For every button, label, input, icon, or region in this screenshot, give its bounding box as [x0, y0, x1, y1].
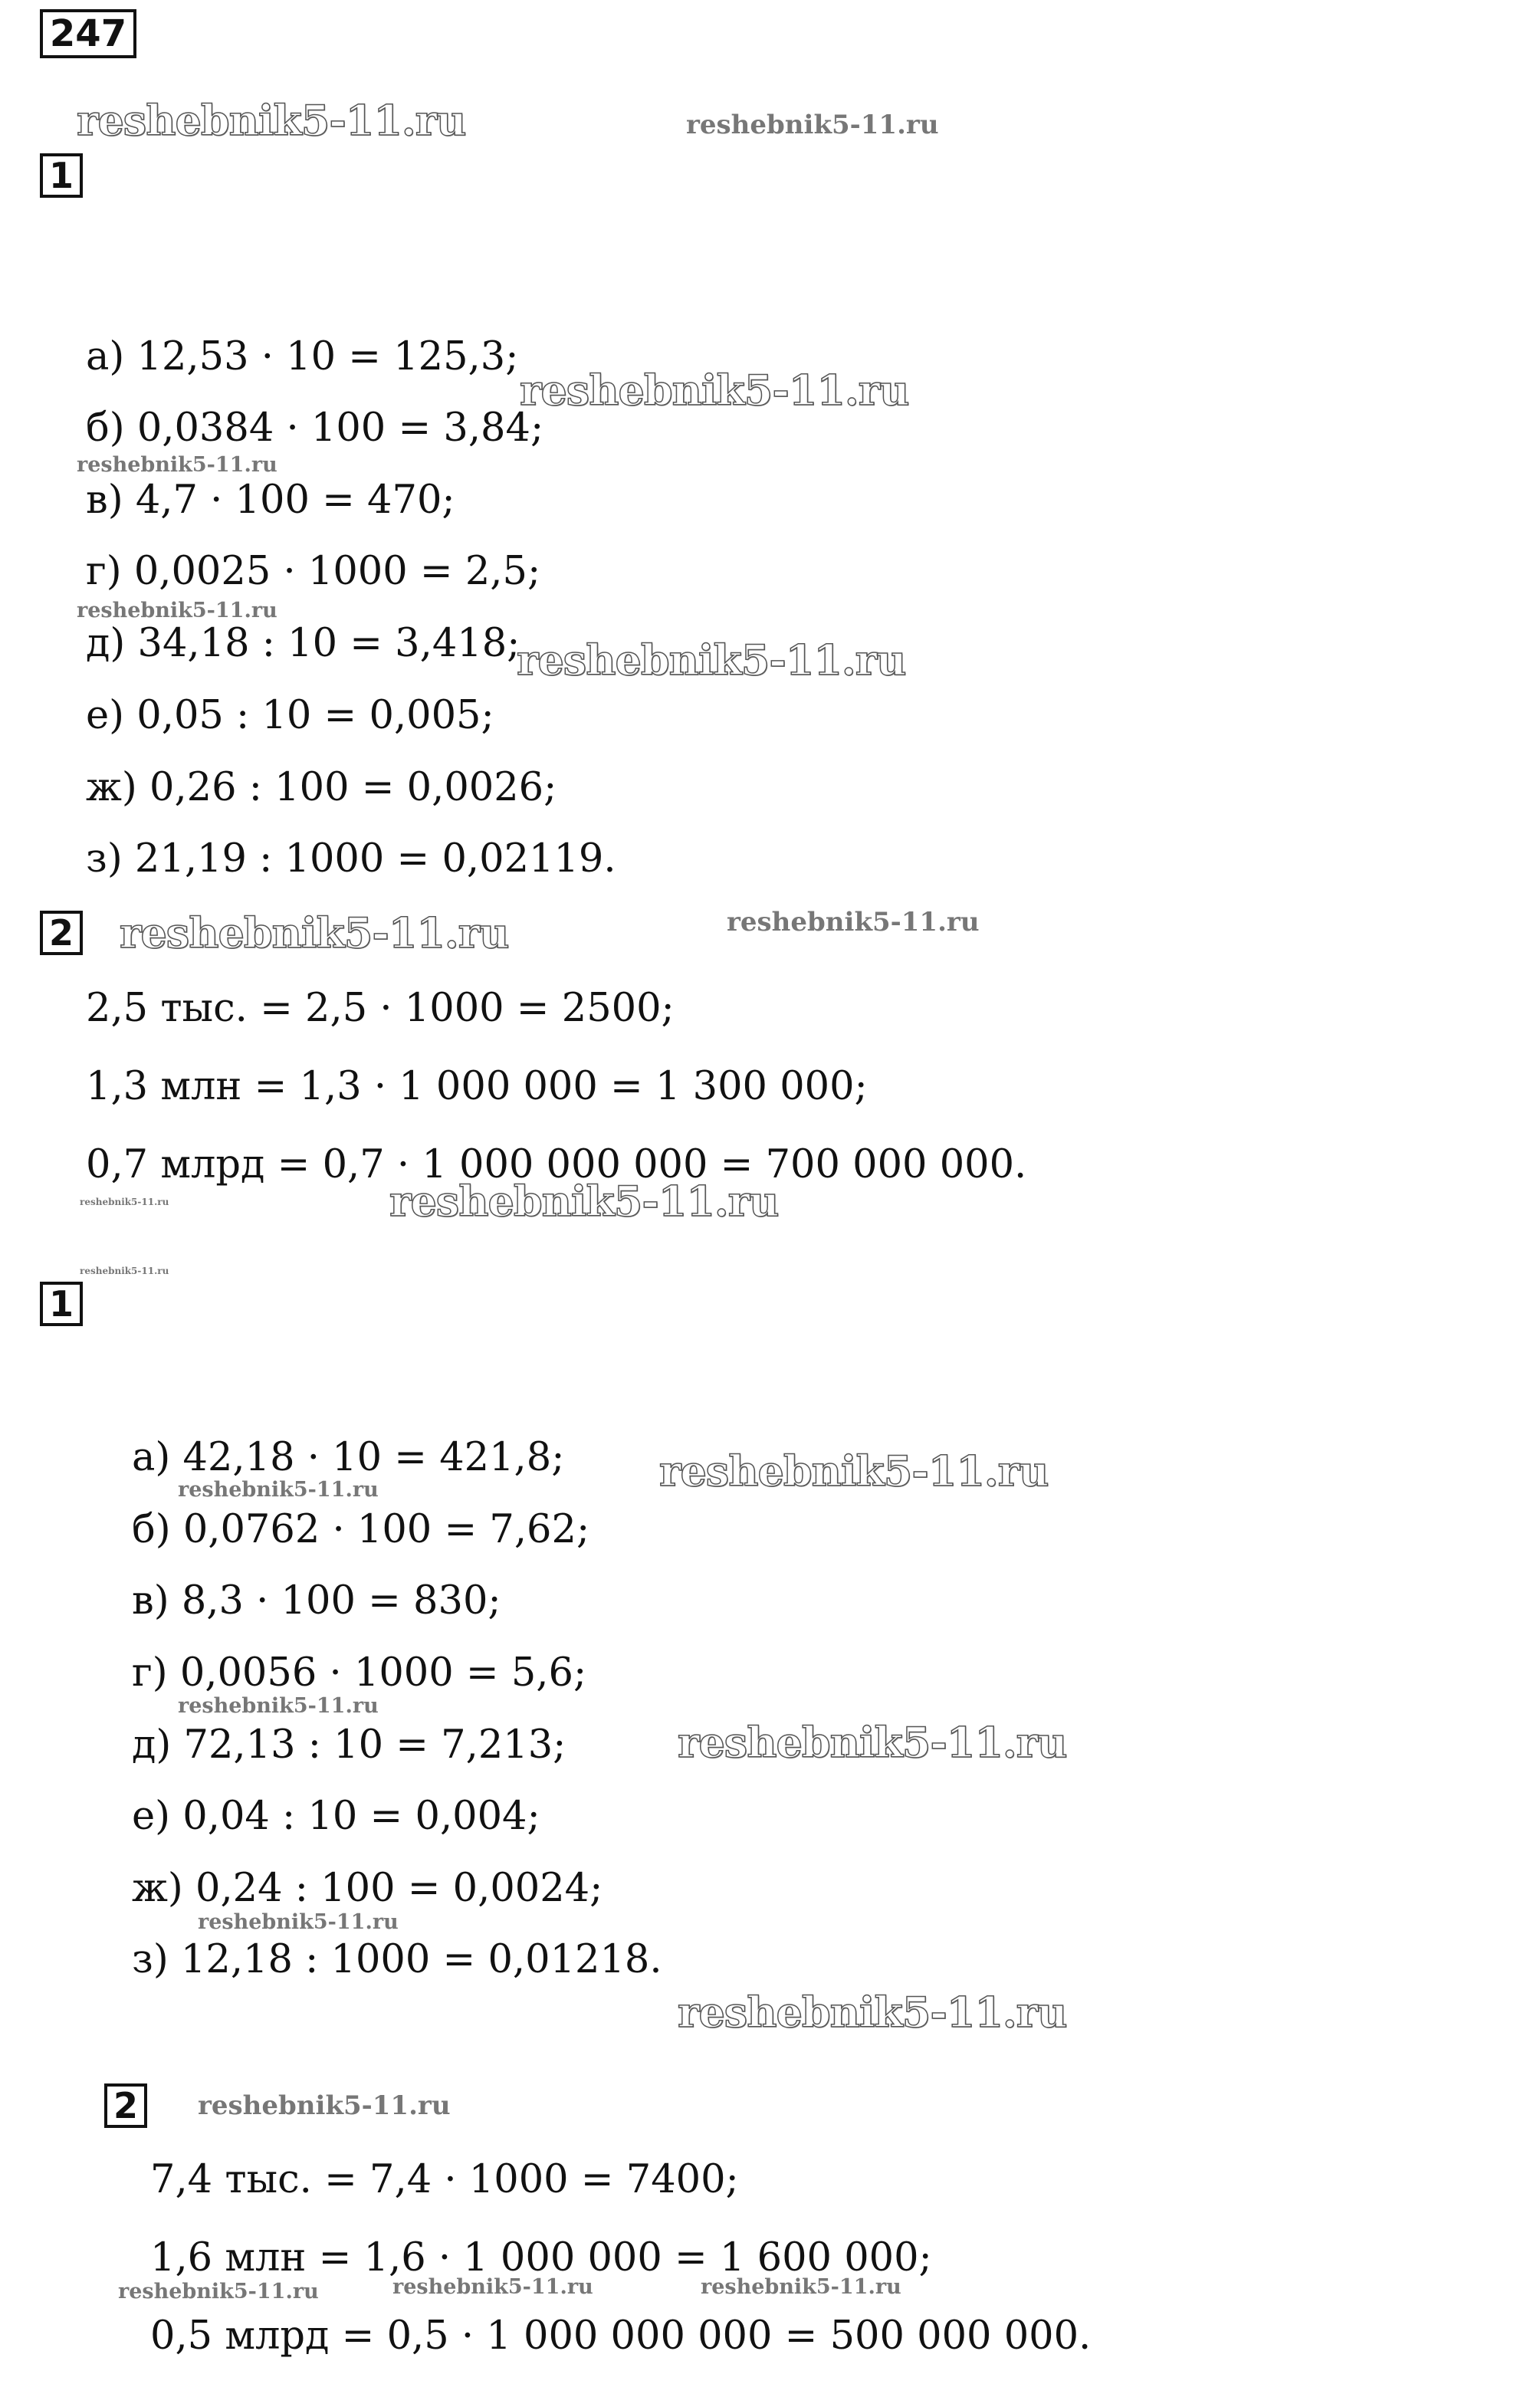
watermark: reshebnik5-11.ru: [517, 635, 906, 685]
solution-line: ж) 0,26 : 100 = 0,0026;: [86, 765, 557, 810]
watermark: reshebnik5-11.ru: [198, 1910, 399, 1934]
watermark: reshebnik5-11.ru: [389, 1177, 779, 1226]
solution-line: ж) 0,24 : 100 = 0,0024;: [132, 1866, 603, 1911]
solution-line: з) 12,18 : 1000 = 0,01218.: [132, 1937, 662, 1982]
solution-line: в) 8,3 · 100 = 830;: [132, 1578, 501, 1624]
solution-line: б) 0,0384 · 100 = 3,84;: [86, 406, 544, 451]
watermark: reshebnik5-11.ru: [80, 1197, 169, 1207]
task-1-label: 1: [40, 1282, 83, 1326]
solution-line: 0,7 млрд = 0,7 · 1 000 000 000 = 700 000 000.: [86, 1142, 1027, 1187]
watermark: reshebnik5-11.ru: [198, 2090, 451, 2121]
watermark: reshebnik5-11.ru: [80, 1266, 169, 1276]
solution-line: е) 0,04 : 10 = 0,004;: [132, 1794, 540, 1839]
task-1-label: 1: [40, 153, 83, 198]
watermark: reshebnik5-11.ru: [178, 1694, 379, 1718]
watermark: reshebnik5-11.ru: [77, 599, 277, 622]
solution-line: д) 34,18 : 10 = 3,418;: [86, 621, 520, 666]
watermark: reshebnik5-11.ru: [701, 2275, 901, 2299]
solution-line: 0,5 млрд = 0,5 · 1 000 000 000 = 500 000 000.: [150, 2313, 1092, 2359]
solution-line: 2,5 тыс. = 2,5 · 1000 = 2500;: [86, 986, 675, 1031]
watermark: reshebnik5-11.ru: [659, 1446, 1049, 1496]
watermark: reshebnik5-11.ru: [77, 453, 277, 477]
problem-number: 247: [40, 9, 136, 58]
task-2-label: 2: [104, 2083, 147, 2128]
solution-line: 1,6 млн = 1,6 · 1 000 000 = 1 600 000;: [150, 2235, 932, 2280]
solution-line: е) 0,05 : 10 = 0,005;: [86, 693, 494, 738]
watermark: reshebnik5-11.ru: [178, 1478, 379, 1502]
task-2-label: 2: [40, 911, 83, 955]
solution-line: з) 21,19 : 1000 = 0,02119.: [86, 836, 616, 882]
solution-line: г) 0,0056 · 1000 = 5,6;: [132, 1650, 587, 1696]
solution-line: а) 42,18 · 10 = 421,8;: [132, 1435, 565, 1480]
watermark: reshebnik5-11.ru: [392, 2275, 593, 2299]
solution-line: в) 4,7 · 100 = 470;: [86, 478, 455, 523]
watermark: reshebnik5-11.ru: [727, 907, 980, 937]
solution-line: г) 0,0025 · 1000 = 2,5;: [86, 549, 541, 594]
watermark: reshebnik5-11.ru: [678, 1718, 1067, 1767]
watermark: reshebnik5-11.ru: [120, 908, 509, 957]
solution-line: 7,4 тыс. = 7,4 · 1000 = 7400;: [150, 2157, 739, 2202]
solution-line: д) 72,13 : 10 = 7,213;: [132, 1722, 566, 1768]
solution-line: 1,3 млн = 1,3 · 1 000 000 = 1 300 000;: [86, 1064, 868, 1109]
watermark: reshebnik5-11.ru: [77, 96, 466, 145]
watermark: reshebnik5-11.ru: [686, 110, 939, 140]
solution-line: а) 12,53 · 10 = 125,3;: [86, 334, 519, 379]
solution-line: б) 0,0762 · 100 = 7,62;: [132, 1507, 590, 1552]
watermark: reshebnik5-11.ru: [520, 366, 909, 415]
watermark: reshebnik5-11.ru: [678, 1988, 1067, 2037]
watermark: reshebnik5-11.ru: [118, 2280, 319, 2303]
